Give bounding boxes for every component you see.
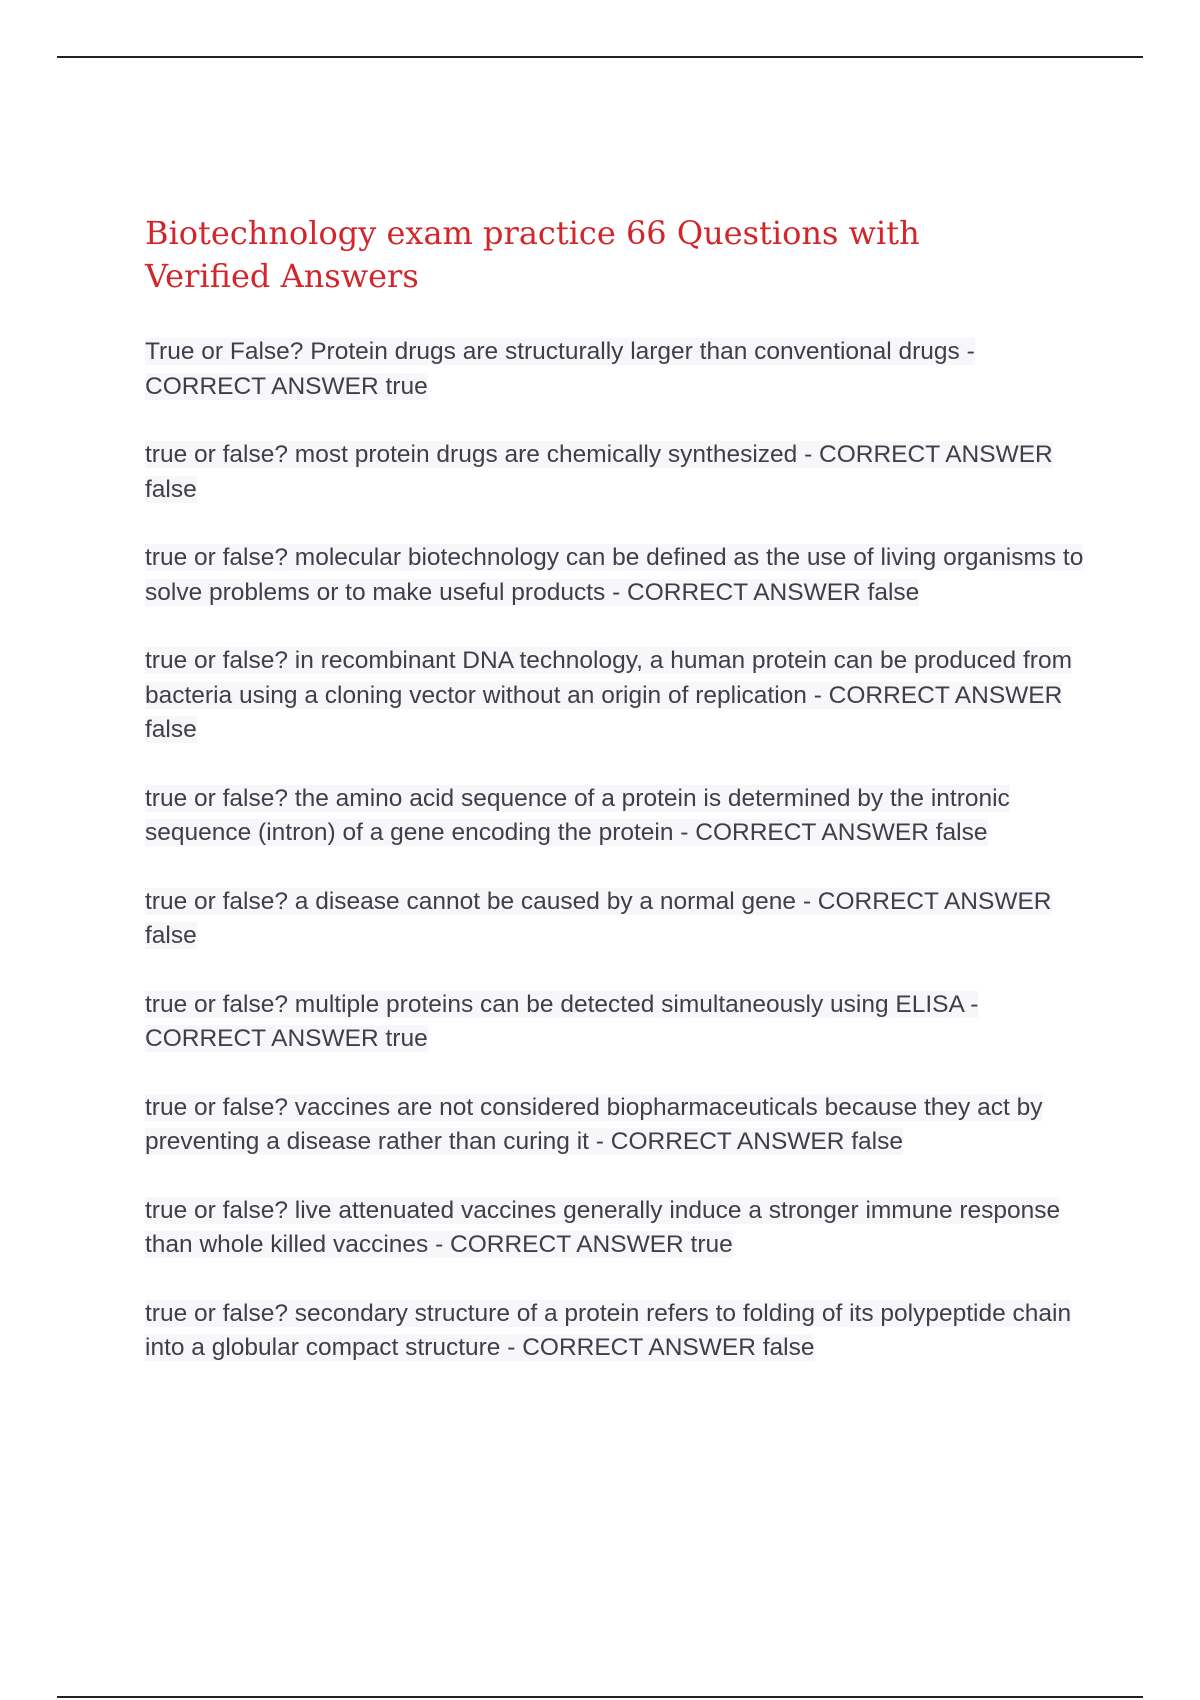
qa-item (145, 644, 1095, 748)
qa-item (145, 1194, 1095, 1263)
qa-item (145, 1091, 1095, 1160)
qa-item-text: true or false? the amino acid sequence of a protein is determined by the intronic sequence (intron) of a gene encoding the protein - CORRECT ANSWER false (145, 784, 1010, 846)
qa-item-text: True or False? Protein drugs are structurally larger than conventional drugs - CORRECT ANSWER true (145, 338, 975, 400)
qa-item-text: true or false? in recombinant DNA technology, a human protein can be produced from bacteria using a cloning vector without an origin of replication - CORRECT ANSWER false (145, 647, 1072, 743)
qa-item (145, 885, 1095, 954)
qa-item (145, 438, 1095, 507)
qa-item (145, 782, 1095, 851)
qa-item-text: true or false? multiple proteins can be detected simultaneously using ELISA - CORRECT ANSWER true (145, 990, 979, 1052)
qa-item (145, 541, 1095, 610)
qa-item-text: true or false? vaccines are not considered biopharmaceuticals because they act by preventing a disease rather than curing it - CORRECT ANSWER false (145, 1093, 1043, 1155)
qa-list (145, 335, 1095, 1366)
qa-item-text: true or false? a disease cannot be caused by a normal gene - CORRECT ANSWER false (145, 887, 1052, 949)
qa-item (145, 988, 1095, 1057)
document-body (145, 212, 1095, 1400)
qa-item-text: true or false? live attenuated vaccines generally induce a stronger immune response than whole killed vaccines - CORRECT ANSWER true (145, 1196, 1061, 1258)
qa-item-text: true or false? most protein drugs are chemically synthesized - CORRECT ANSWER false (145, 441, 1053, 503)
bottom-rule (57, 1696, 1143, 1698)
qa-item-text: true or false? secondary structure of a protein refers to folding of its polypeptide chain into a globular compact structure - CORRECT ANSWER false (145, 1299, 1072, 1361)
qa-item (145, 1297, 1095, 1366)
qa-item-text: true or false? molecular biotechnology can be defined as the use of living organisms to solve problems or to make useful products - CORRECT ANSWER false (145, 544, 1084, 606)
qa-item (145, 335, 1095, 404)
top-rule (57, 56, 1143, 58)
document-title: Biotechnology exam practice 66 Questions with Verified Answers (145, 214, 920, 295)
